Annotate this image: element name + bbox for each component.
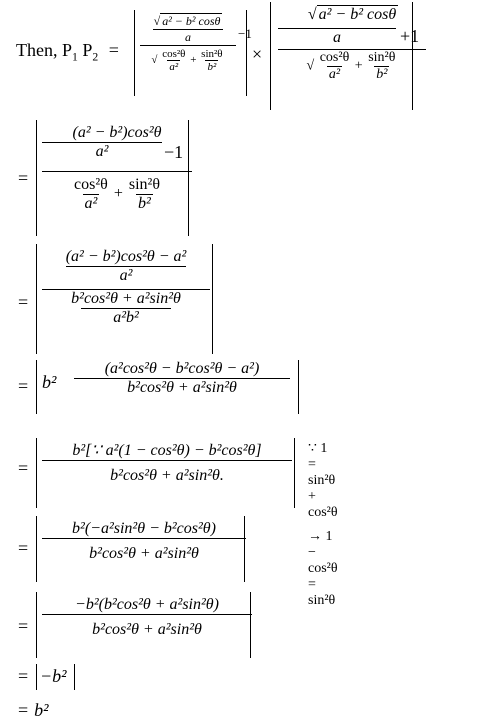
abs-bar-left-2 xyxy=(270,2,271,110)
line-1 xyxy=(16,0,496,112)
times-sign: × xyxy=(252,44,263,64)
abs-bar-right xyxy=(246,10,247,96)
lead-text: Then, $P_1$ $P_2$ = xyxy=(16,40,119,64)
fraction-1: √ a² − b² cosθ a −1 √ $\frac{\text{cos²θ}}{\text{a²}}$ + $\frac{\text{sin²θ}}{\text{b²}}$ xyxy=(140,14,260,73)
abs-bar-right-2 xyxy=(412,2,413,110)
fraction-2: √ a² − b² cosθ +1 a √ $\frac{\text{cos²θ}}{\text{a²}}$ + $\frac{\text{sin²θ}}{\text{b²}}$ xyxy=(278,6,428,83)
abs-bar-left xyxy=(134,10,135,96)
step-9: = b² xyxy=(18,700,49,720)
note-brace: ∵ 1 = sin²θ + cos²θ → 1 − cos²θ = sin²θ xyxy=(308,441,338,608)
